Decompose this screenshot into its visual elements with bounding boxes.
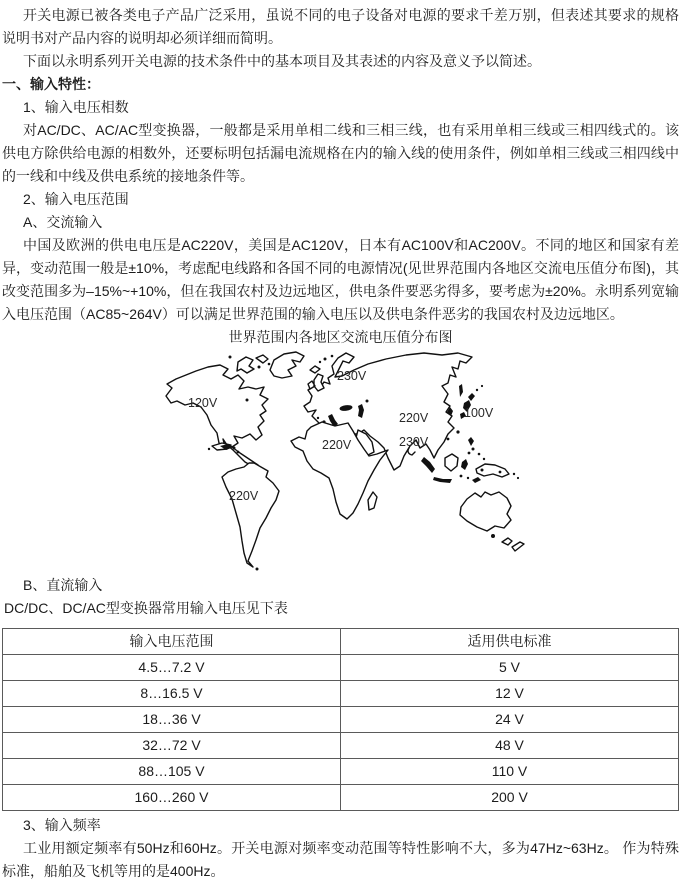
item-title-dc-input: B、直流输入 bbox=[23, 577, 103, 593]
sakhalin-blob bbox=[459, 384, 463, 397]
table-row bbox=[3, 759, 679, 785]
java-blob bbox=[433, 477, 452, 483]
table-cell-range: 32…72 V bbox=[3, 733, 341, 759]
table-row bbox=[3, 655, 679, 681]
table-cell-standard: 12 V bbox=[341, 681, 679, 707]
south-america-outline bbox=[222, 463, 279, 567]
paragraph-input-frequency: 工业用额定频率有50Hz和60Hz。开关电源对频率变动范围等特性影响不大，多为47Hz~63Hz。 作为特殊标准，船舶及飞机等用的是400Hz。 bbox=[2, 840, 679, 879]
philippines-blob bbox=[468, 437, 474, 446]
voltage-label-africa: 220V bbox=[322, 438, 352, 452]
table-row bbox=[3, 707, 679, 733]
item-title-input-frequency: 3、输入频率 bbox=[23, 817, 101, 833]
tasmania-blob bbox=[491, 534, 495, 538]
table-cell-range: 8…16.5 V bbox=[3, 681, 341, 707]
voltage-label-asia: 220V bbox=[399, 411, 429, 425]
table-row bbox=[3, 733, 679, 759]
australia-outline bbox=[460, 492, 511, 531]
iceland-outline bbox=[310, 366, 320, 373]
table-cell-standard: 200 V bbox=[341, 785, 679, 811]
voltage-label-north-america: 120V bbox=[188, 396, 218, 410]
section-heading-input-characteristics: 一、输入特性： bbox=[2, 76, 100, 92]
borneo-outline bbox=[445, 454, 458, 471]
intro-paragraph-1: 开关电源已被各类电子产品广泛采用，虽说不同的电子设备对电源的要求千差万别，但表述其要求的规格说明书对产品内容的说明却必须详细而简明。 bbox=[2, 7, 679, 46]
item-title-input-voltage-range: 2、输入电压范围 bbox=[23, 191, 129, 207]
arctic-islands-outline bbox=[237, 355, 268, 373]
paragraph-dc-input-intro: DC/DC、DC/AC型变换器常用输入电压见下表 bbox=[4, 600, 288, 616]
sumatra-blob bbox=[421, 457, 435, 473]
voltage-label-europe: 230V bbox=[337, 369, 367, 383]
voltage-table bbox=[2, 628, 679, 811]
madagascar-outline bbox=[368, 492, 377, 510]
map-caption: 世界范围内各地区交流电压值分布图 bbox=[228, 329, 453, 345]
voltage-label-india: 230V bbox=[399, 435, 429, 449]
item-title-input-phase: 1、输入电压相数 bbox=[23, 99, 129, 115]
greenland-outline bbox=[270, 352, 304, 378]
timor-blob bbox=[472, 477, 481, 483]
sri-lanka-hook bbox=[408, 448, 415, 455]
table-cell-standard: 24 V bbox=[341, 707, 679, 733]
table-header-row bbox=[3, 629, 679, 655]
table-header-input-range: 输入电压范围 bbox=[3, 629, 341, 655]
item-title-ac-input: A、交流输入 bbox=[23, 214, 103, 230]
table-row bbox=[3, 681, 679, 707]
intro-paragraph-2: 下面以永明系列开关电源的技术条件中的基本项目及其表述的内容及意义予以简述。 bbox=[23, 53, 541, 69]
paragraph-ac-input: 中国及欧洲的供电电压是AC220V，美国是AC120V，日本有AC100V和AC200V。不同的地区和国家有差异，变动范围一般是±10%，考虑配电线路和各国不同的电源情况(见世界范围内各地区交流电压值分布图)，其改变范围多为–15%~+10%，但在我国农村及边远地区，供电条件要恶劣得多，要考虑为±20%。永明系列宽输入电压范围（AC85~264V）可以满足世界范围的输入电压以及供电条件恶劣的我国农村及边远地区。 bbox=[2, 237, 679, 322]
new-zealand-outline bbox=[502, 538, 524, 551]
table-cell-standard: 110 V bbox=[341, 759, 679, 785]
voltage-label-japan: 100V bbox=[464, 406, 494, 420]
british-isles-outline bbox=[308, 374, 324, 391]
table-row bbox=[3, 785, 679, 811]
falklands-dot bbox=[256, 568, 259, 571]
north-america-outline bbox=[166, 365, 268, 466]
sulawesi-blob bbox=[461, 459, 468, 470]
table-cell-range: 18…36 V bbox=[3, 707, 341, 733]
world-voltage-map bbox=[162, 350, 532, 572]
table-cell-range: 160…260 V bbox=[3, 785, 341, 811]
table-cell-range: 4.5…7.2 V bbox=[3, 655, 341, 681]
table-cell-standard: 48 V bbox=[341, 733, 679, 759]
world-map-illustration bbox=[162, 350, 532, 572]
voltage-label-south-america: 220V bbox=[229, 489, 259, 503]
table-header-supply-standard: 适用供电标准 bbox=[341, 629, 679, 655]
table-cell-range: 88…105 V bbox=[3, 759, 341, 785]
paragraph-input-phase: 对AC/DC、AC/AC型变换器，一般都是采用单相二线和三相三线，也有采用单相三线或三相四线式的。该供电方除供给电源的相数外，还要标明包括漏电流规格在内的输入线的使用条件，例如单相三线或三相四线中的一线和中线及供电系统的接地条件等。 bbox=[2, 122, 679, 184]
table-cell-standard: 5 V bbox=[341, 655, 679, 681]
